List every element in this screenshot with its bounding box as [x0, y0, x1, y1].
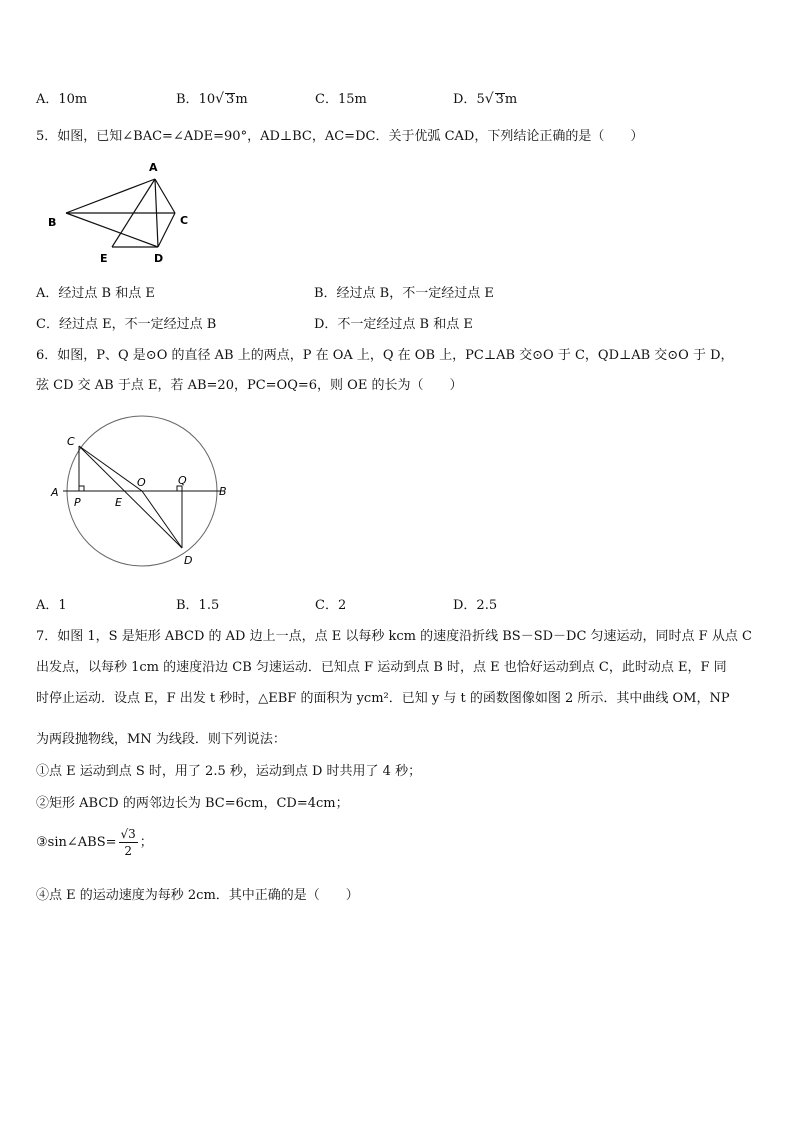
q5-label-b: B: [48, 216, 57, 229]
q6-label-p: P: [74, 496, 81, 509]
q7-line3: 时停止运动．设点 E，F 出发 t 秒时，△EBF 的面积为 ycm²．已知 y 与 t 的函数图像如图 2 所示．其中曲线 OM，NP: [36, 691, 730, 706]
q7-item2: ②矩形 ABCD 的两邻边长为 BC=6cm，CD=4cm；: [36, 796, 349, 811]
q6-option-a: A．1: [36, 598, 67, 613]
q4-option-b: B．10√ 3m: [176, 91, 248, 107]
q7-line1: 7．如图 1，S 是矩形 ABCD 的 AD 边上一点，点 E 以每秒 kcm 的速度沿折线 BS－SD－DC 匀速运动，同时点 F 从点 C: [36, 629, 752, 644]
q5-option-b: B．经过点 B，不一定经过点 E: [314, 286, 494, 301]
q5-label-a: A: [149, 161, 158, 174]
q5-stem: 5．如图，已知∠BAC=∠ADE=90°，AD⊥BC，AC=DC．关于优弧 CAD，下列结论正确的是（ ）: [36, 129, 644, 144]
q7-item3-fraction: $\frac{√3}{2}$: [120, 827, 136, 858]
q7-item4: ④点 E 的运动速度为每秒 2cm．其中正确的是（ ）: [36, 888, 359, 903]
q5-option-a: A．经过点 B 和点 E: [36, 286, 155, 301]
q4-option-c: C．15m: [315, 92, 367, 107]
q6-label-b: B: [219, 485, 227, 498]
q6-option-b: B．1.5: [176, 598, 220, 613]
q6-stem-line2: 弦 CD 交 AB 于点 E，若 AB=20，PC=OQ=6，则 OE 的长为（ ）: [36, 378, 463, 393]
q6-label-e: E: [115, 496, 122, 509]
q6-label-a: A: [51, 486, 59, 499]
q5-option-d: D．不一定经过点 B 和点 E: [314, 317, 473, 332]
q7-item3: ③sin∠ABS= $\frac{√3}{2}$ ；: [36, 827, 153, 858]
q7-item1: ①点 E 运动到点 S 时，用了 2.5 秒，运动到点 D 时共用了 4 秒；: [36, 764, 422, 779]
q6-option-d: D．2.5: [453, 598, 498, 613]
q6-figure: [45, 410, 245, 570]
q6-label-o: O: [137, 476, 146, 489]
q5-label-e: E: [100, 252, 108, 265]
q5-label-d: D: [154, 252, 164, 265]
q7-line2: 出发点，以每秒 1cm 的速度沿边 CB 匀速运动．已知点 F 运动到点 B 时，点 E 也恰好运动到点 C，此时动点 E，F 同: [36, 660, 727, 675]
q5-figure: [40, 155, 200, 270]
q4-option-d: D．5√ 3m: [453, 91, 518, 107]
q7-line4: 为两段抛物线，MN 为线段．则下列说法：: [36, 732, 286, 747]
q6-label-q: Q: [178, 474, 187, 487]
q6-stem-line1: 6．如图，P、Q 是⊙O 的直径 AB 上的两点，P 在 OA 上，Q 在 OB 上，PC⊥AB 交⊙O 于 C，QD⊥AB 交⊙O 于 D，: [36, 348, 734, 363]
q6-label-c: C: [67, 435, 75, 448]
q6-option-c: C．2: [315, 598, 347, 613]
q5-label-c: C: [180, 214, 189, 227]
q4-option-a: A．10m: [36, 92, 88, 107]
q5-option-c: C．经过点 E，不一定经过点 B: [36, 317, 217, 332]
q6-label-d: D: [184, 554, 193, 567]
